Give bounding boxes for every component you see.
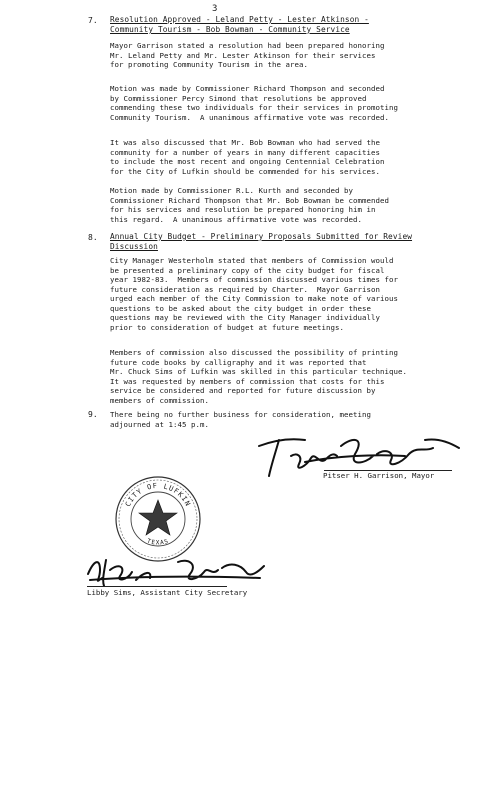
item-number: 7. [88,16,98,25]
secretary-name: Libby Sims, Assistant City Secretary [87,588,248,597]
item-heading-line: Community Tourism - Bob Bowman - Community Service [110,25,350,34]
star-icon [139,500,177,535]
secretary-signature-line [87,586,227,587]
item-heading-line: Resolution Approved - Leland Petty - Lester Atkinson - [110,15,369,24]
page-number: 3 [212,4,218,14]
seal-top-text: CITY OF LUFKIN [123,481,193,509]
paragraph: Motion made by Commissioner R.L. Kurth and seconded by Commissioner Richard Thompson that Mr. Bob Bowman be commended for his services and resolution be prepared honoring him in this regard. A unanimous affirmative vote was recorded. [110,186,389,224]
item-heading-line: Annual City Budget - Preliminary Proposals Submitted for Review [110,232,413,241]
paragraph: City Manager Westerholm stated that members of Commission would be presented a preliminary copy of the city budget for fiscal year 1982-83. Members of commission discussed various times for future consideration as required by Charter. Mayor Garrison urged each member of the City Commission to make note of various questions to be asked about the city budget in order these questions may be reviewed with the City Manager individually prior to consideration of budget at future meetings. [110,256,398,332]
item-heading-line: Discussion [110,242,158,251]
paragraph: There being no further business for consideration, meeting adjourned at 1:45 p.m. [110,410,371,429]
paragraph: It was also discussed that Mr. Bob Bowman who had served the community for a number of years in many different capacities to include the most recent and ongoing Centennial Celebration for the City of Lufkin should be commended for his services. [110,138,385,176]
secretary-signature [80,550,270,590]
paragraph: Members of commission also discussed the possibility of printing future code books by calligraphy and it was reported that Mr. Chuck Sims of Lufkin was skilled in this particular technique. It was requested by members of commission that costs for this service be considered and reported for future discussion by members of commission. [110,348,407,405]
mayor-name: Pitser H. Garrison, Mayor [323,471,435,480]
item-number: 9. [88,410,98,419]
item-number: 8. [88,233,98,242]
seal-bottom-text: TEXAS [146,537,170,547]
paragraph: Mayor Garrison stated a resolution had been prepared honoring Mr. Leland Petty and Mr. Lester Atkinson for their services for promoting Community Tourism in the area. [110,41,385,69]
paragraph: Motion was made by Commissioner Richard Thompson and seconded by Commissioner Percy Simond that resolutions be approved commending these two individuals for their services in promoting Community Tourism. A unanimous affirmative vote was recorded. [110,84,398,122]
svg-text:TEXAS [146,538,170,547]
